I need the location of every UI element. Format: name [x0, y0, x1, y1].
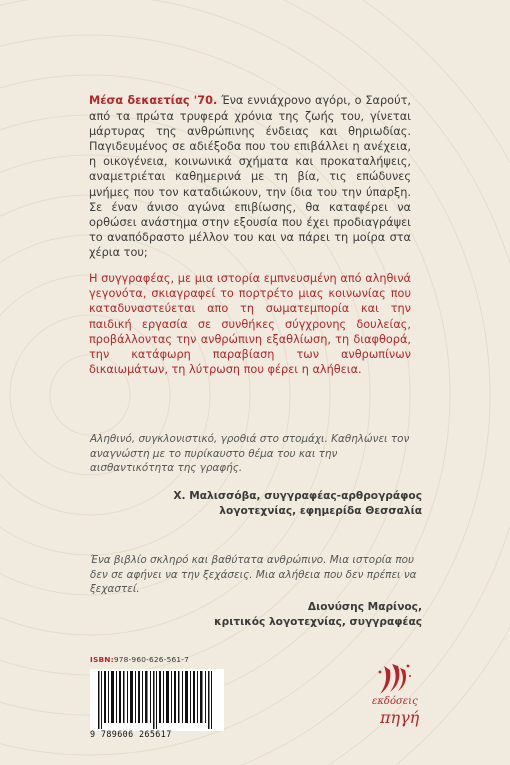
- review-author-2-line2: κριτικός λογοτεχνίας, συγγραφέας: [214, 615, 422, 628]
- publisher-name-line1: εκδόσεις: [372, 696, 418, 707]
- review-author-1-line1: Χ. Μαλισσόβα, συγγραφέας-αρθρογράφος: [173, 490, 422, 502]
- review-attribution-1: [173, 489, 422, 519]
- isbn-label: ISBN:978-960-626-561-7: [90, 655, 190, 664]
- review-author-1-line2: λογοτεχνίας, εφημερίδα Θεσσαλία: [219, 504, 422, 517]
- review-attribution-2: [214, 600, 422, 630]
- review-quote-2: Ένα βιβλίο σκληρό και βαθύτατα ανθρώπινο. Μια ιστορία που δεν σε αφήνει να την ξεχάσεις. Μια αλήθεια που δεν πρέπει να ξεχαστεί.: [90, 554, 417, 596]
- barcode-bars: [90, 669, 224, 731]
- author-description-paragraph: Η συγγραφέας, με μια ιστορία εμπνευσμένη από αληθινά γεγονότα, σκιαγραφεί το πορτρέτο μιας κοινωνίας που καταδυναστεύεται απο τη σωματεμπορία και την παιδική εργασία σε συνθήκες σύγχρονης δουλείας, προβάλλοντας την ανθρώπινη εξαθλίωση, τη διαφθορά, την κατάφωρη παραβίαση των ανθρωπίνων δικαιωμάτων, τη λύτρωση που φέρει η αλήθεια.: [89, 272, 411, 377]
- synopsis-paragraph: [89, 93, 411, 260]
- publisher-name-line2: πηγή: [380, 708, 420, 727]
- review-author-2-line1: Διονύσης Μαρίνος,: [307, 601, 422, 613]
- review-quote-1: Αληθινό, συγκλονιστικό, γροθιά στο στομάχι. Καθηλώνει τον αναγνώστη με το πυρίκαυστο θέμα του και την αισθαντικότητα της γραφής.: [90, 433, 410, 475]
- barcode-digits: 9 789606 265617: [90, 729, 172, 739]
- synopsis-lead: Μέσα δεκαετίας '70.: [89, 94, 218, 108]
- isbn-number: 978-960-626-561-7: [113, 655, 190, 664]
- synopsis-body: Ένα εννιάχρονο αγόρι, ο Σαρούτ, από τα πρώτα τρυφερά χρόνια της ζωής του, γίνεται μάρτυρας της ανθρώπινης ένδειας και θηριωδίας. Παγιδευμένος σε αδιέξοδα που του επιβάλλει η ανέχεια, η οικογένεια, κοινωνικά σχήματα και προκαταλήψεις, αναμετριέται καθημερινά με τη βία, τις επώδυνες μνήμες που τον καταδιώκουν, την ίδια του την ύπαρξη. Σε έναν άνισο αγώνα επιβίωσης, θα καταφέρει να ορθώσει ανάστημα στην εξουσία που έχει προδιαγράψει το αναπόδραστο μέλλον του και να πάρει τη μοίρα στα χέρια του;: [89, 94, 412, 260]
- isbn-barcode: [90, 655, 230, 755]
- barcode-graphic: [96, 671, 218, 729]
